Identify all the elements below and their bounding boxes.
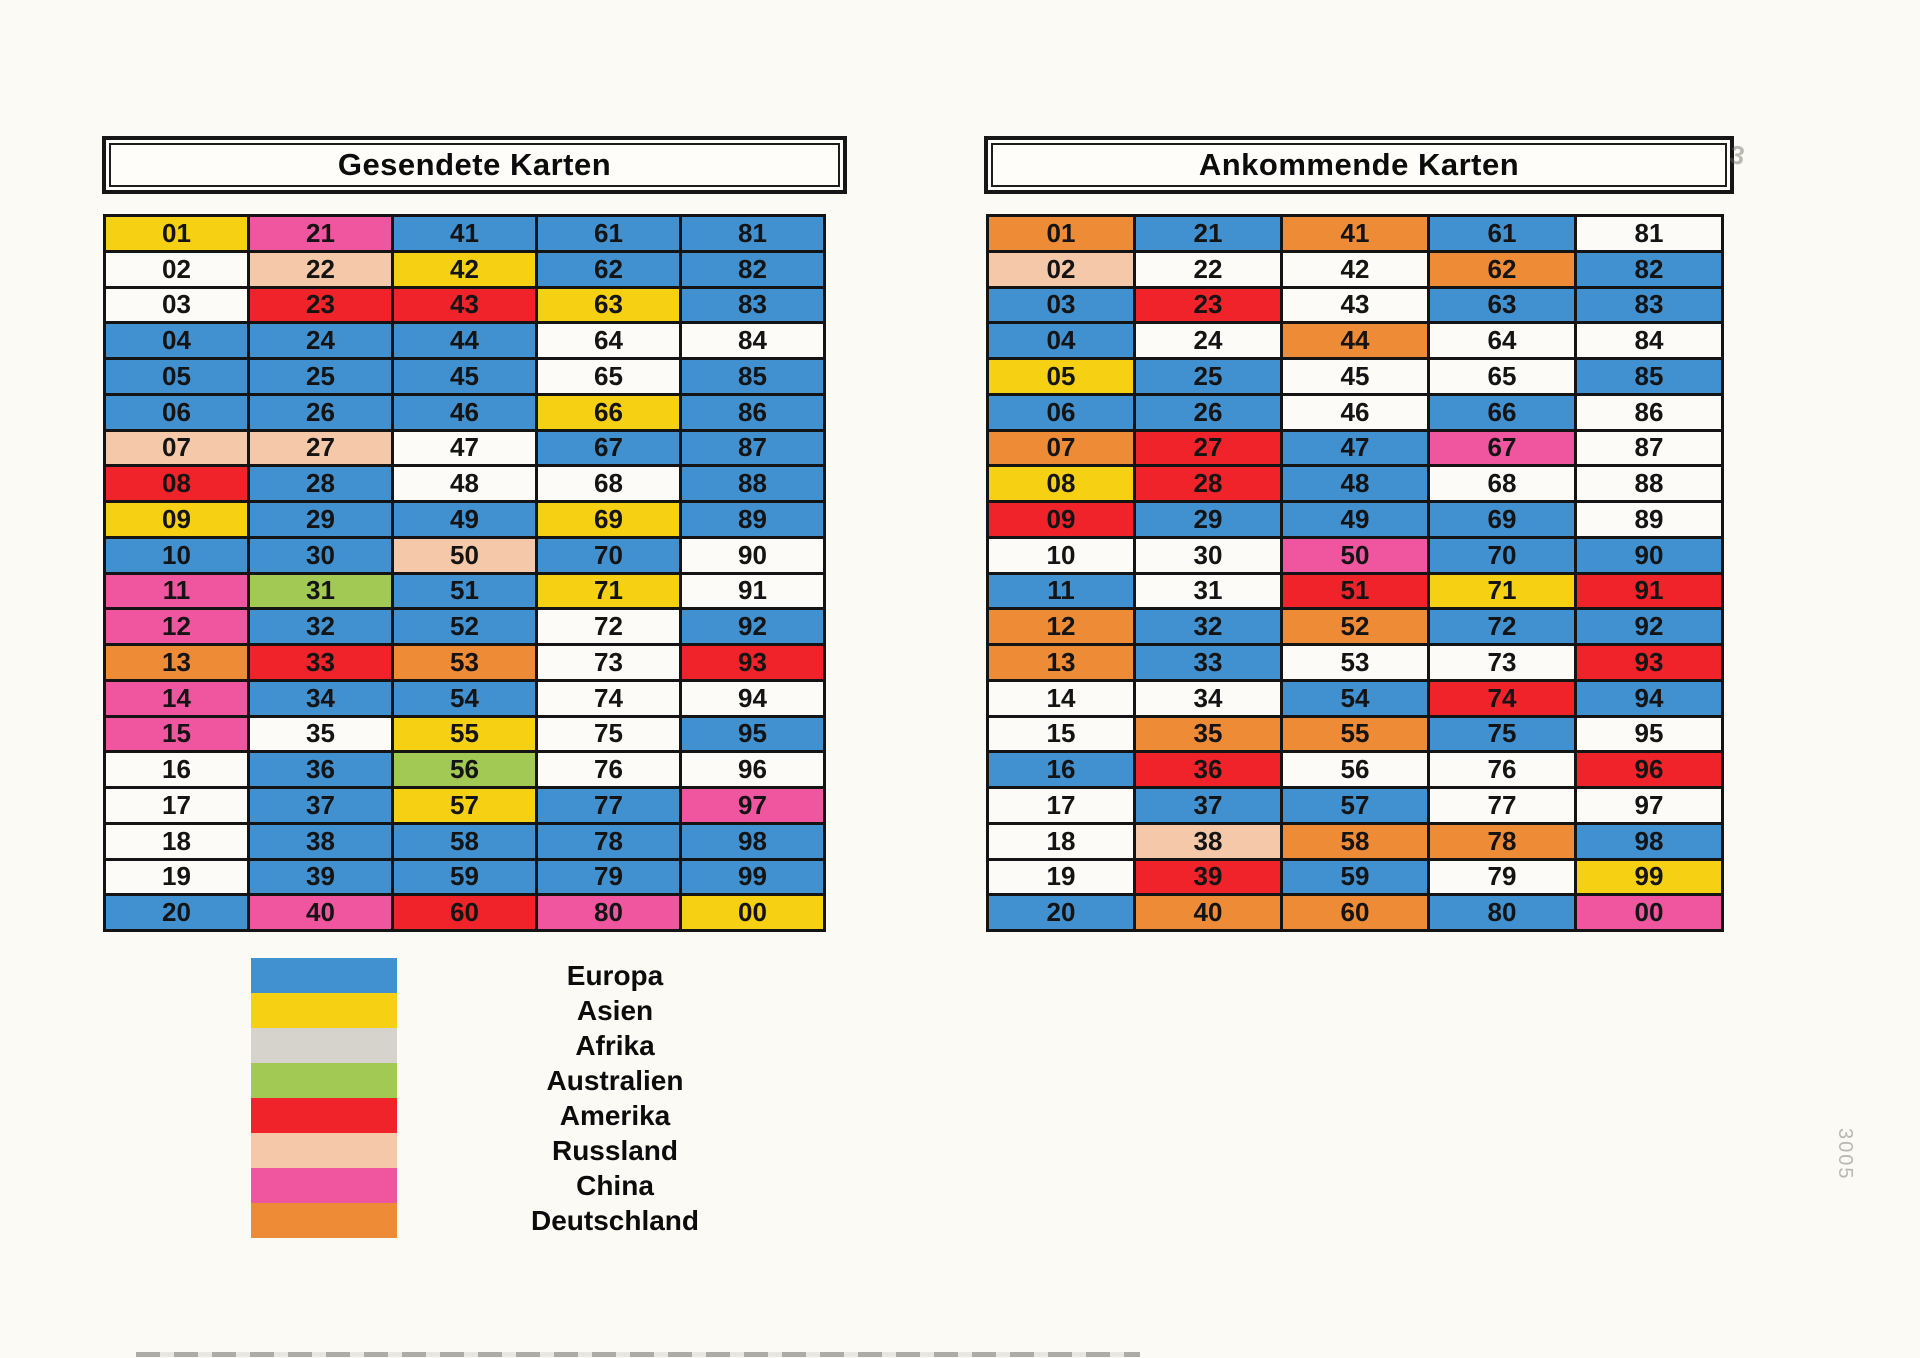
sent-cards-table	[103, 214, 826, 932]
card-cell-97: 97	[1577, 789, 1721, 822]
card-cell-98: 98	[1577, 825, 1721, 858]
card-cell-58: 58	[394, 825, 535, 858]
card-cell-35: 35	[1136, 718, 1280, 751]
handwritten-mark: 3	[1727, 138, 1748, 172]
card-cell-87: 87	[1577, 432, 1721, 465]
card-cell-39: 39	[250, 861, 391, 894]
card-cell-39: 39	[1136, 861, 1280, 894]
card-cell-97: 97	[682, 789, 823, 822]
card-cell-78: 78	[1430, 825, 1574, 858]
card-cell-82: 82	[1577, 253, 1721, 286]
card-cell-41: 41	[394, 217, 535, 250]
card-cell-37: 37	[1136, 789, 1280, 822]
card-cell-40: 40	[250, 896, 391, 929]
card-cell-53: 53	[394, 646, 535, 679]
card-cell-08: 08	[989, 467, 1133, 500]
card-cell-17: 17	[106, 789, 247, 822]
card-cell-67: 67	[538, 432, 679, 465]
card-cell-02: 02	[989, 253, 1133, 286]
card-cell-29: 29	[250, 503, 391, 536]
card-cell-73: 73	[1430, 646, 1574, 679]
legend-swatch-russland	[251, 1133, 397, 1168]
card-cell-99: 99	[682, 861, 823, 894]
card-cell-29: 29	[1136, 503, 1280, 536]
card-cell-72: 72	[1430, 610, 1574, 643]
card-cell-09: 09	[989, 503, 1133, 536]
card-cell-54: 54	[1283, 682, 1427, 715]
card-cell-24: 24	[1136, 324, 1280, 357]
legend-label-afrika: Afrika	[575, 1029, 655, 1061]
card-cell-95: 95	[1577, 718, 1721, 751]
card-cell-62: 62	[1430, 253, 1574, 286]
card-cell-31: 31	[250, 575, 391, 608]
legend-swatch-europa	[251, 958, 397, 993]
card-cell-42: 42	[394, 253, 535, 286]
card-cell-63: 63	[1430, 289, 1574, 322]
card-cell-03: 03	[106, 289, 247, 322]
card-cell-65: 65	[538, 360, 679, 393]
card-cell-23: 23	[250, 289, 391, 322]
card-cell-94: 94	[682, 682, 823, 715]
card-cell-95: 95	[682, 718, 823, 751]
card-cell-84: 84	[1577, 324, 1721, 357]
card-cell-49: 49	[394, 503, 535, 536]
card-cell-32: 32	[250, 610, 391, 643]
card-cell-38: 38	[250, 825, 391, 858]
card-cell-06: 06	[106, 396, 247, 429]
legend-label-china: China	[576, 1169, 654, 1201]
card-cell-91: 91	[1577, 575, 1721, 608]
card-cell-01: 01	[989, 217, 1133, 250]
card-cell-67: 67	[1430, 432, 1574, 465]
card-cell-63: 63	[538, 289, 679, 322]
card-cell-92: 92	[1577, 610, 1721, 643]
card-cell-27: 27	[250, 432, 391, 465]
card-cell-81: 81	[1577, 217, 1721, 250]
card-cell-26: 26	[1136, 396, 1280, 429]
legend-swatch-afrika	[251, 1028, 397, 1063]
card-cell-17: 17	[989, 789, 1133, 822]
arrived-cards-title: Ankommende Karten	[984, 136, 1734, 194]
card-cell-41: 41	[1283, 217, 1427, 250]
card-cell-05: 05	[106, 360, 247, 393]
card-cell-48: 48	[1283, 467, 1427, 500]
card-cell-07: 07	[989, 432, 1133, 465]
card-cell-57: 57	[394, 789, 535, 822]
card-cell-93: 93	[1577, 646, 1721, 679]
card-cell-34: 34	[250, 682, 391, 715]
card-cell-83: 83	[682, 289, 823, 322]
card-cell-61: 61	[538, 217, 679, 250]
card-cell-69: 69	[538, 503, 679, 536]
card-cell-52: 52	[394, 610, 535, 643]
card-cell-37: 37	[250, 789, 391, 822]
card-cell-76: 76	[1430, 753, 1574, 786]
card-cell-50: 50	[1283, 539, 1427, 572]
card-cell-28: 28	[250, 467, 391, 500]
card-cell-15: 15	[106, 718, 247, 751]
card-cell-84: 84	[682, 324, 823, 357]
card-cell-05: 05	[989, 360, 1133, 393]
card-cell-00: 00	[1577, 896, 1721, 929]
card-cell-30: 30	[250, 539, 391, 572]
card-cell-38: 38	[1136, 825, 1280, 858]
card-cell-12: 12	[106, 610, 247, 643]
card-cell-31: 31	[1136, 575, 1280, 608]
legend-swatch-amerika	[251, 1098, 397, 1133]
card-cell-27: 27	[1136, 432, 1280, 465]
card-cell-25: 25	[250, 360, 391, 393]
card-cell-72: 72	[538, 610, 679, 643]
card-cell-06: 06	[989, 396, 1133, 429]
card-cell-93: 93	[682, 646, 823, 679]
card-cell-51: 51	[394, 575, 535, 608]
card-cell-60: 60	[1283, 896, 1427, 929]
card-cell-19: 19	[989, 861, 1133, 894]
card-cell-49: 49	[1283, 503, 1427, 536]
legend-labels	[430, 958, 800, 1238]
card-cell-90: 90	[682, 539, 823, 572]
card-cell-55: 55	[1283, 718, 1427, 751]
card-cell-47: 47	[394, 432, 535, 465]
scan-edge-artifact	[136, 1352, 1140, 1357]
card-cell-01: 01	[106, 217, 247, 250]
card-cell-51: 51	[1283, 575, 1427, 608]
card-cell-68: 68	[1430, 467, 1574, 500]
card-cell-45: 45	[1283, 360, 1427, 393]
card-cell-64: 64	[1430, 324, 1574, 357]
card-cell-70: 70	[538, 539, 679, 572]
card-cell-18: 18	[106, 825, 247, 858]
card-cell-18: 18	[989, 825, 1133, 858]
card-cell-21: 21	[1136, 217, 1280, 250]
card-cell-59: 59	[394, 861, 535, 894]
card-cell-14: 14	[106, 682, 247, 715]
card-cell-44: 44	[394, 324, 535, 357]
card-cell-60: 60	[394, 896, 535, 929]
card-cell-42: 42	[1283, 253, 1427, 286]
card-cell-22: 22	[1136, 253, 1280, 286]
card-cell-53: 53	[1283, 646, 1427, 679]
card-cell-88: 88	[1577, 467, 1721, 500]
card-cell-86: 86	[682, 396, 823, 429]
legend-swatch-australien	[251, 1063, 397, 1098]
arrived-cards-table	[986, 214, 1724, 932]
card-cell-66: 66	[538, 396, 679, 429]
card-cell-10: 10	[106, 539, 247, 572]
legend-label-asien: Asien	[576, 994, 654, 1026]
card-cell-44: 44	[1283, 324, 1427, 357]
legend-color-swatches	[251, 958, 397, 1238]
card-cell-59: 59	[1283, 861, 1427, 894]
card-cell-75: 75	[538, 718, 679, 751]
card-cell-03: 03	[989, 289, 1133, 322]
card-cell-55: 55	[394, 718, 535, 751]
card-cell-88: 88	[682, 467, 823, 500]
card-cell-82: 82	[682, 253, 823, 286]
legend-swatch-deutschland	[251, 1203, 397, 1238]
card-cell-62: 62	[538, 253, 679, 286]
card-cell-00: 00	[682, 896, 823, 929]
card-cell-76: 76	[538, 753, 679, 786]
card-cell-13: 13	[106, 646, 247, 679]
card-cell-96: 96	[1577, 753, 1721, 786]
card-cell-85: 85	[682, 360, 823, 393]
card-cell-77: 77	[1430, 789, 1574, 822]
card-cell-90: 90	[1577, 539, 1721, 572]
card-cell-35: 35	[250, 718, 391, 751]
card-cell-85: 85	[1577, 360, 1721, 393]
card-cell-33: 33	[1136, 646, 1280, 679]
card-cell-23: 23	[1136, 289, 1280, 322]
card-cell-50: 50	[394, 539, 535, 572]
card-cell-04: 04	[989, 324, 1133, 357]
card-cell-58: 58	[1283, 825, 1427, 858]
card-cell-32: 32	[1136, 610, 1280, 643]
legend-label-deutschland: Deutschland	[530, 1204, 700, 1236]
card-cell-47: 47	[1283, 432, 1427, 465]
card-cell-12: 12	[989, 610, 1133, 643]
card-cell-89: 89	[1577, 503, 1721, 536]
card-cell-36: 36	[1136, 753, 1280, 786]
card-cell-56: 56	[1283, 753, 1427, 786]
card-cell-22: 22	[250, 253, 391, 286]
card-cell-94: 94	[1577, 682, 1721, 715]
card-cell-20: 20	[106, 896, 247, 929]
card-cell-96: 96	[682, 753, 823, 786]
card-cell-48: 48	[394, 467, 535, 500]
card-cell-11: 11	[989, 575, 1133, 608]
card-cell-08: 08	[106, 467, 247, 500]
card-cell-16: 16	[989, 753, 1133, 786]
card-cell-21: 21	[250, 217, 391, 250]
card-cell-14: 14	[989, 682, 1133, 715]
card-cell-73: 73	[538, 646, 679, 679]
card-cell-46: 46	[394, 396, 535, 429]
card-cell-99: 99	[1577, 861, 1721, 894]
card-cell-02: 02	[106, 253, 247, 286]
legend-swatch-china	[251, 1168, 397, 1203]
card-cell-78: 78	[538, 825, 679, 858]
card-cell-36: 36	[250, 753, 391, 786]
legend-label-australien: Australien	[546, 1064, 684, 1096]
card-cell-89: 89	[682, 503, 823, 536]
card-cell-57: 57	[1283, 789, 1427, 822]
card-cell-98: 98	[682, 825, 823, 858]
card-cell-19: 19	[106, 861, 247, 894]
card-cell-46: 46	[1283, 396, 1427, 429]
card-cell-30: 30	[1136, 539, 1280, 572]
card-cell-54: 54	[394, 682, 535, 715]
card-cell-24: 24	[250, 324, 391, 357]
card-cell-34: 34	[1136, 682, 1280, 715]
legend-label-europa: Europa	[566, 959, 664, 991]
card-cell-91: 91	[682, 575, 823, 608]
card-cell-43: 43	[1283, 289, 1427, 322]
card-cell-25: 25	[1136, 360, 1280, 393]
card-cell-52: 52	[1283, 610, 1427, 643]
card-cell-16: 16	[106, 753, 247, 786]
card-cell-64: 64	[538, 324, 679, 357]
card-cell-68: 68	[538, 467, 679, 500]
card-cell-11: 11	[106, 575, 247, 608]
card-cell-45: 45	[394, 360, 535, 393]
card-cell-40: 40	[1136, 896, 1280, 929]
card-cell-86: 86	[1577, 396, 1721, 429]
sent-cards-title: Gesendete Karten	[102, 136, 847, 194]
card-cell-26: 26	[250, 396, 391, 429]
card-cell-43: 43	[394, 289, 535, 322]
card-cell-87: 87	[682, 432, 823, 465]
card-cell-70: 70	[1430, 539, 1574, 572]
card-cell-09: 09	[106, 503, 247, 536]
card-cell-69: 69	[1430, 503, 1574, 536]
card-cell-75: 75	[1430, 718, 1574, 751]
card-cell-13: 13	[989, 646, 1133, 679]
margin-note: 3005	[1834, 1128, 1856, 1181]
card-cell-79: 79	[1430, 861, 1574, 894]
card-cell-77: 77	[538, 789, 679, 822]
card-cell-80: 80	[1430, 896, 1574, 929]
card-cell-79: 79	[538, 861, 679, 894]
card-cell-74: 74	[538, 682, 679, 715]
card-cell-81: 81	[682, 217, 823, 250]
card-cell-71: 71	[1430, 575, 1574, 608]
card-cell-80: 80	[538, 896, 679, 929]
legend-label-russland: Russland	[551, 1134, 679, 1166]
card-cell-61: 61	[1430, 217, 1574, 250]
card-cell-65: 65	[1430, 360, 1574, 393]
card-cell-33: 33	[250, 646, 391, 679]
card-cell-20: 20	[989, 896, 1133, 929]
card-cell-92: 92	[682, 610, 823, 643]
card-cell-04: 04	[106, 324, 247, 357]
card-cell-56: 56	[394, 753, 535, 786]
card-cell-10: 10	[989, 539, 1133, 572]
card-cell-07: 07	[106, 432, 247, 465]
card-cell-83: 83	[1577, 289, 1721, 322]
card-cell-15: 15	[989, 718, 1133, 751]
card-cell-74: 74	[1430, 682, 1574, 715]
legend-swatch-asien	[251, 993, 397, 1028]
card-cell-66: 66	[1430, 396, 1574, 429]
card-cell-28: 28	[1136, 467, 1280, 500]
card-cell-71: 71	[538, 575, 679, 608]
legend-label-amerika: Amerika	[559, 1099, 671, 1131]
